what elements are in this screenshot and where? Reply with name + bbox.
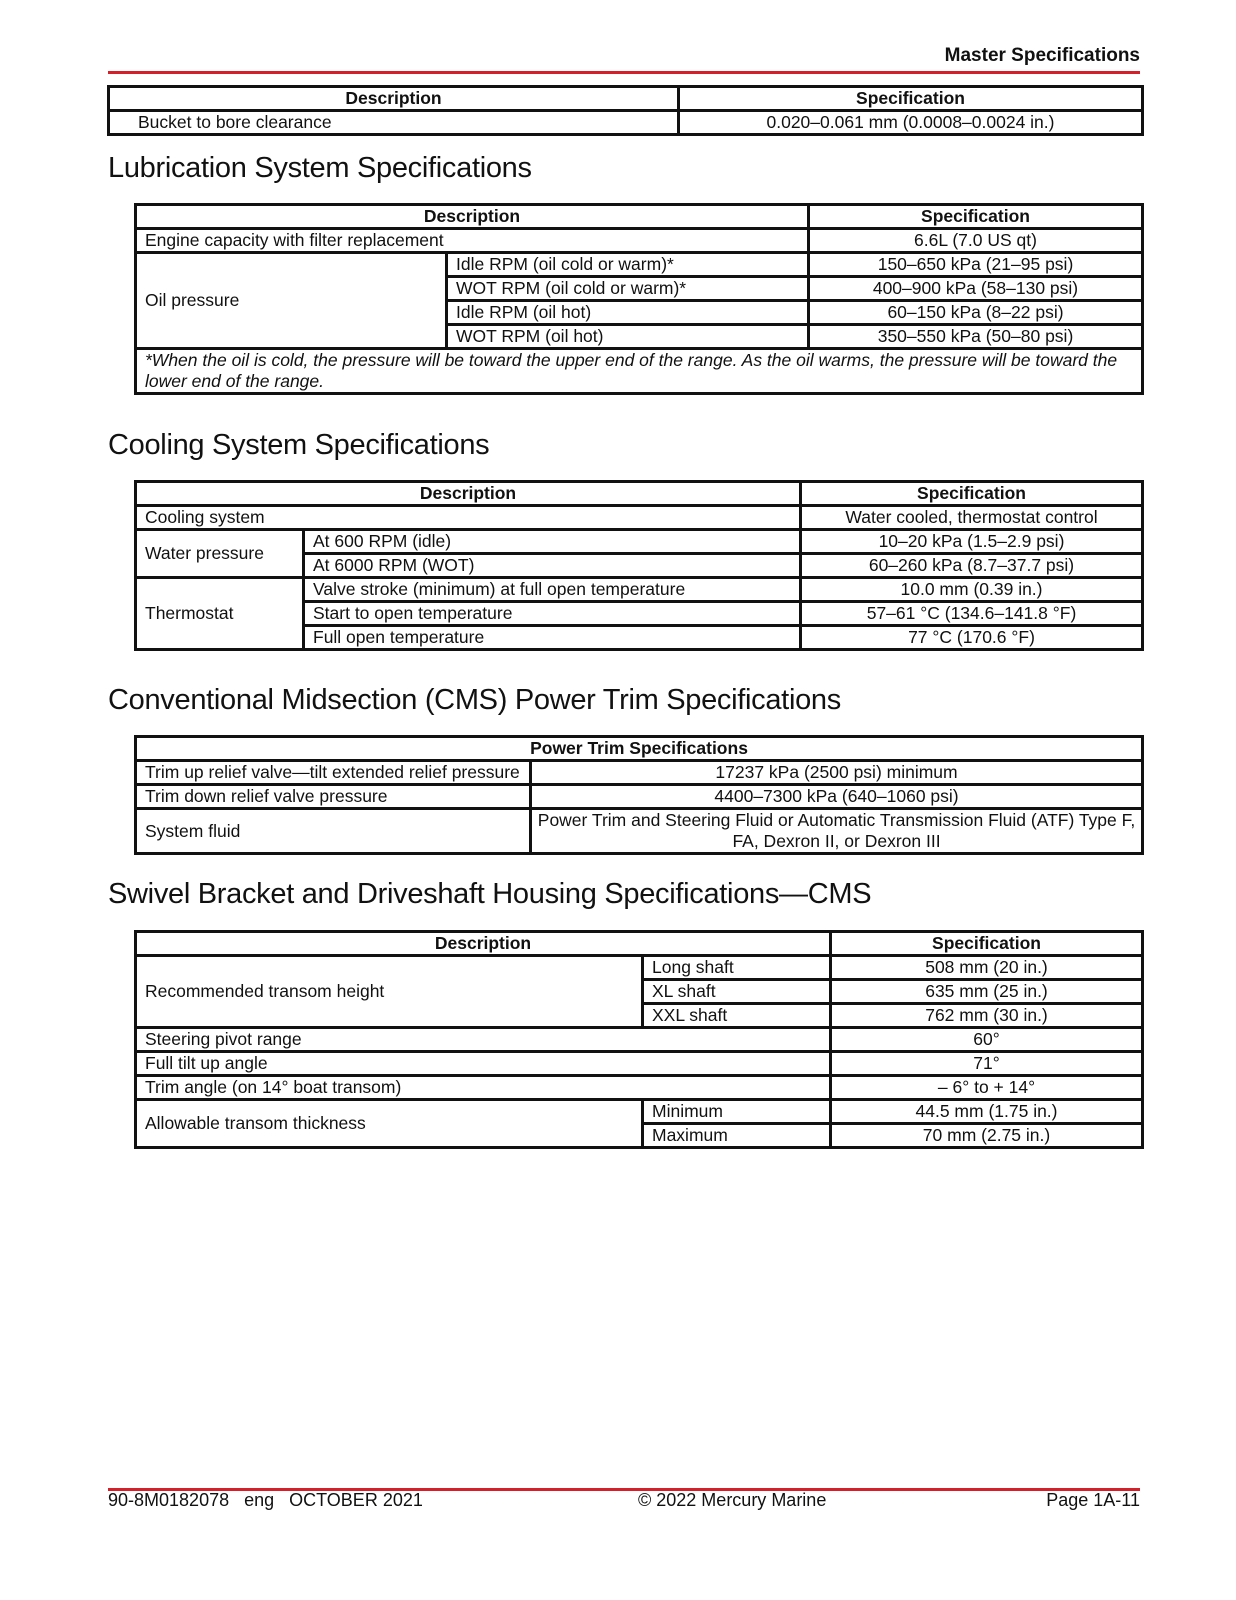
swivel-bracket-section-title: Swivel Bracket and Driveshaft Housing Specifications—CMS	[108, 878, 872, 910]
steering-pivot-description: Steering pivot range	[136, 1028, 831, 1052]
table-row	[136, 956, 1143, 980]
power-trim-section-title: Conventional Midsection (CMS) Power Trim Specifications	[108, 684, 841, 716]
water-pressure-label: Water pressure	[136, 530, 304, 578]
column-header-specification: Specification	[831, 932, 1143, 956]
table-row	[136, 1100, 1143, 1124]
condition-cell: Long shaft	[643, 956, 831, 980]
row-specification: 0.020–0.061 mm (0.0008–0.0024 in.)	[679, 111, 1143, 135]
specification-cell: 70 mm (2.75 in.)	[831, 1124, 1143, 1148]
table-row	[136, 253, 1143, 277]
capacity-description: Engine capacity with filter replacement	[136, 229, 809, 253]
power-trim-table-header: Power Trim Specifications	[136, 737, 1143, 761]
tilt-angle-specification: 71°	[831, 1052, 1143, 1076]
table-header-row	[136, 932, 1143, 956]
transom-thickness-label: Allowable transom thickness	[136, 1100, 643, 1148]
condition-cell: Valve stroke (minimum) at full open temperature	[304, 578, 801, 602]
table-row	[136, 761, 1143, 785]
trim-angle-specification: – 6° to + 14°	[831, 1076, 1143, 1100]
condition-cell: WOT RPM (oil hot)	[447, 325, 809, 349]
column-header-description: Description	[136, 932, 831, 956]
specification-cell: 508 mm (20 in.)	[831, 956, 1143, 980]
capacity-specification: 6.6L (7.0 US qt)	[809, 229, 1143, 253]
footer-copyright: © 2022 Mercury Marine	[638, 1490, 827, 1510]
specification-cell: 762 mm (30 in.)	[831, 1004, 1143, 1028]
row-specification: 4400–7300 kPa (640–1060 psi)	[531, 785, 1143, 809]
specification-cell: 10.0 mm (0.39 in.)	[801, 578, 1143, 602]
bucket-clearance-table	[107, 85, 1144, 136]
header-rule	[108, 71, 1140, 74]
power-trim-table	[134, 735, 1144, 855]
row-description: Bucket to bore clearance	[109, 111, 679, 135]
column-header-description: Description	[136, 482, 801, 506]
table-row	[136, 1052, 1143, 1076]
specification-cell: 10–20 kPa (1.5–2.9 psi)	[801, 530, 1143, 554]
specification-cell: 400–900 kPa (58–130 psi)	[809, 277, 1143, 301]
cooling-table	[134, 480, 1144, 651]
condition-cell: Idle RPM (oil hot)	[447, 301, 809, 325]
condition-cell: XXL shaft	[643, 1004, 831, 1028]
page-header-title: Master Specifications	[944, 45, 1140, 66]
specification-cell: 150–650 kPa (21–95 psi)	[809, 253, 1143, 277]
condition-cell: XL shaft	[643, 980, 831, 1004]
column-header-specification: Specification	[809, 205, 1143, 229]
condition-cell: Start to open temperature	[304, 602, 801, 626]
specification-cell: 77 °C (170.6 °F)	[801, 626, 1143, 650]
table-row	[136, 785, 1143, 809]
table-header-row	[136, 205, 1143, 229]
condition-cell: Full open temperature	[304, 626, 801, 650]
footer-page-number: Page 1A-11	[1046, 1490, 1140, 1510]
row-specification: Power Trim and Steering Fluid or Automatic Transmission Fluid (ATF) Type F, FA, Dexron II, or Dexron III	[531, 809, 1143, 854]
specification-cell: 635 mm (25 in.)	[831, 980, 1143, 1004]
table-header-row	[136, 737, 1143, 761]
cooling-section-title: Cooling System Specifications	[108, 429, 490, 461]
table-row	[136, 578, 1143, 602]
thermostat-label: Thermostat	[136, 578, 304, 650]
footer-doc-number: 90-8M0182078 eng OCTOBER 2021	[108, 1490, 423, 1510]
column-header-specification: Specification	[801, 482, 1143, 506]
trim-angle-description: Trim angle (on 14° boat transom)	[136, 1076, 831, 1100]
tilt-angle-description: Full tilt up angle	[136, 1052, 831, 1076]
column-header-specification: Specification	[679, 87, 1143, 111]
table-note-row	[136, 349, 1143, 394]
transom-height-label: Recommended transom height	[136, 956, 643, 1028]
condition-cell: Minimum	[643, 1100, 831, 1124]
steering-pivot-specification: 60°	[831, 1028, 1143, 1052]
row-specification: 17237 kPa (2500 psi) minimum	[531, 761, 1143, 785]
lubrication-table	[134, 203, 1144, 395]
table-header-row	[109, 87, 1143, 111]
lubrication-section-title: Lubrication System Specifications	[108, 152, 532, 184]
specification-cell: 57–61 °C (134.6–141.8 °F)	[801, 602, 1143, 626]
table-row	[136, 229, 1143, 253]
condition-cell: Idle RPM (oil cold or warm)*	[447, 253, 809, 277]
table-row	[136, 530, 1143, 554]
cooling-system-description: Cooling system	[136, 506, 801, 530]
oil-pressure-note: *When the oil is cold, the pressure will be toward the upper end of the range. As the oil warms, the pressure will be toward the lower end of the range.	[136, 349, 1143, 394]
cooling-system-specification: Water cooled, thermostat control	[801, 506, 1143, 530]
table-row	[136, 809, 1143, 854]
oil-pressure-label: Oil pressure	[136, 253, 447, 349]
specification-cell: 44.5 mm (1.75 in.)	[831, 1100, 1143, 1124]
condition-cell: WOT RPM (oil cold or warm)*	[447, 277, 809, 301]
column-header-description: Description	[109, 87, 679, 111]
table-header-row	[136, 482, 1143, 506]
specification-cell: 60–150 kPa (8–22 psi)	[809, 301, 1143, 325]
condition-cell: At 600 RPM (idle)	[304, 530, 801, 554]
row-description: Trim up relief valve—tilt extended relief pressure	[136, 761, 531, 785]
table-row	[109, 111, 1143, 135]
swivel-bracket-table	[134, 930, 1144, 1149]
condition-cell: At 6000 RPM (WOT)	[304, 554, 801, 578]
table-row	[136, 506, 1143, 530]
row-description: System fluid	[136, 809, 531, 854]
table-row	[136, 1028, 1143, 1052]
specification-cell: 350–550 kPa (50–80 psi)	[809, 325, 1143, 349]
condition-cell: Maximum	[643, 1124, 831, 1148]
specification-cell: 60–260 kPa (8.7–37.7 psi)	[801, 554, 1143, 578]
table-row	[136, 1076, 1143, 1100]
column-header-description: Description	[136, 205, 809, 229]
row-description: Trim down relief valve pressure	[136, 785, 531, 809]
